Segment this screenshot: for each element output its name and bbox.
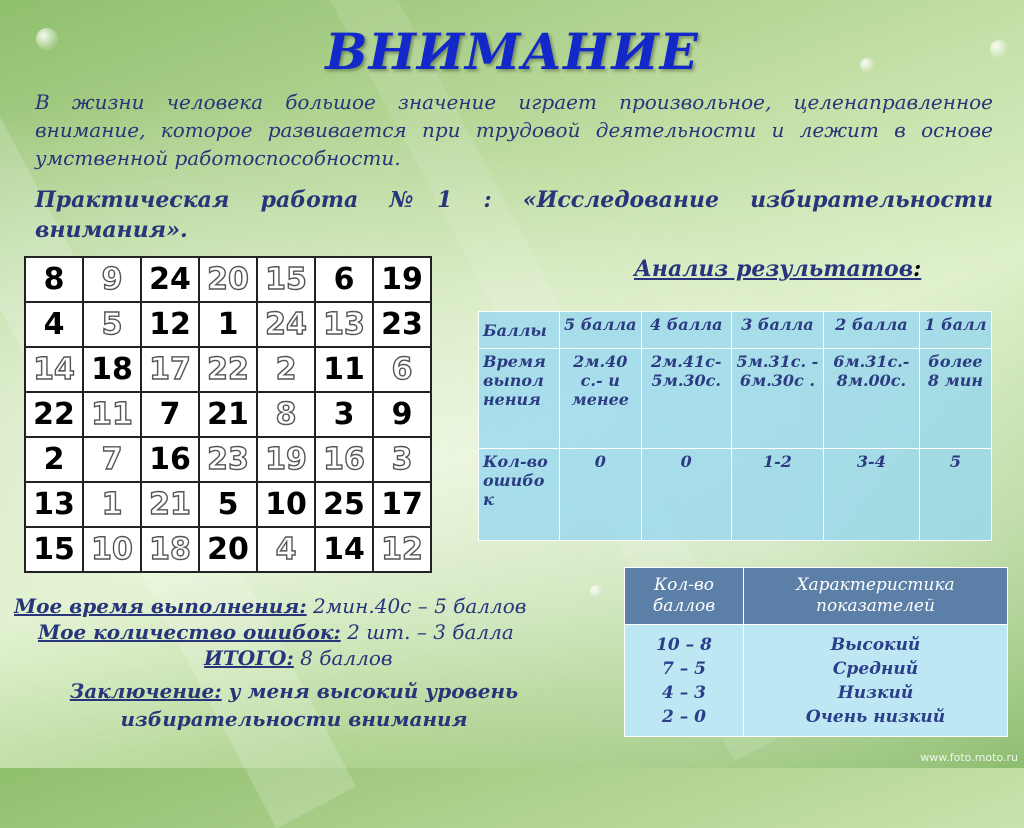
- number-grid-cell: 14: [25, 347, 83, 392]
- number-grid-cell: 3: [373, 437, 431, 482]
- watermark: www.foto.moto.ru: [920, 751, 1018, 764]
- scores-header-cell: 3 балла: [731, 312, 823, 349]
- scores-cell: 5: [919, 449, 991, 541]
- analysis-heading-colon: :: [913, 256, 922, 282]
- result-errors-label: Мое количество ошибок:: [38, 620, 341, 644]
- result-errors: [14, 619, 614, 645]
- result-time: [14, 593, 614, 619]
- conclusion-text: у меня высокий уровень избирательности внимания: [120, 679, 519, 731]
- result-total-value: 8 баллов: [293, 646, 393, 670]
- number-grid-cell: 22: [25, 392, 83, 437]
- number-grid-cell: 10: [257, 482, 315, 527]
- number-grid-cell: 20: [199, 257, 257, 302]
- conclusion-label: Заключение:: [69, 679, 222, 703]
- scores-time-row: [479, 349, 992, 449]
- number-grid-cell: 19: [257, 437, 315, 482]
- level-label: Средний: [832, 658, 919, 679]
- number-grid-cell: 8: [25, 257, 83, 302]
- number-grid-cell: 13: [315, 302, 373, 347]
- number-grid: [24, 256, 432, 573]
- number-grid-cell: 8: [257, 392, 315, 437]
- scores-row-label: Время выпол нения: [479, 349, 560, 449]
- number-grid-cell: 11: [315, 347, 373, 392]
- scores-header-cell: 1 балл: [919, 312, 991, 349]
- number-grid-cell: 4: [257, 527, 315, 572]
- analysis-heading-text: Анализ результатов: [634, 256, 914, 282]
- level-label: Низкий: [837, 682, 914, 703]
- number-grid-cell: 18: [83, 347, 141, 392]
- number-grid-cell: 24: [257, 302, 315, 347]
- number-grid-cell: 7: [141, 392, 199, 437]
- number-grid-row: [25, 527, 431, 572]
- number-grid-cell: 24: [141, 257, 199, 302]
- number-grid-cell: 9: [83, 257, 141, 302]
- number-grid-cell: 2: [25, 437, 83, 482]
- number-grid-cell: 7: [83, 437, 141, 482]
- conclusion: [14, 677, 574, 733]
- number-grid-cell: 12: [373, 527, 431, 572]
- scores-header-cell: 2 балла: [823, 312, 919, 349]
- number-grid-cell: 3: [315, 392, 373, 437]
- score-range: 4 – 3: [662, 682, 706, 703]
- scores-cell: более 8 мин: [919, 349, 991, 449]
- result-total-label: ИТОГО:: [204, 646, 294, 670]
- number-grid-cell: 22: [199, 347, 257, 392]
- number-grid-cell: 13: [25, 482, 83, 527]
- number-grid-cell: 15: [25, 527, 83, 572]
- characteristics-body-row: [625, 625, 1008, 737]
- scores-cell: 0: [560, 449, 642, 541]
- page-title: ВНИМАНИЕ: [325, 22, 699, 81]
- characteristics-header-cell: Кол-во баллов: [625, 568, 744, 625]
- scores-table: [478, 311, 992, 541]
- scores-header-cell: 4 балла: [641, 312, 731, 349]
- number-grid-cell: 1: [199, 302, 257, 347]
- number-grid-cell: 17: [141, 347, 199, 392]
- results-block: [14, 593, 614, 733]
- scores-cell: 1-2: [731, 449, 823, 541]
- number-grid-cell: 23: [373, 302, 431, 347]
- number-grid-row: [25, 392, 431, 437]
- scores-cell: 5м.31с. - 6м.30с .: [731, 349, 823, 449]
- number-grid-cell: 4: [25, 302, 83, 347]
- number-grid-cell: 16: [315, 437, 373, 482]
- scores-cell: 3-4: [823, 449, 919, 541]
- level-label: Высокий: [830, 634, 921, 655]
- intro-paragraph: В жизни человека большое значение играет произвольное, целенаправленное внимание, которое развивается при трудовой деятельности и лежит в основе умственной работоспособности.: [35, 90, 993, 170]
- number-grid-cell: 1: [83, 482, 141, 527]
- result-total: [14, 645, 614, 671]
- number-grid-cell: 18: [141, 527, 199, 572]
- scores-cell: 2м.41с- 5м.30с.: [641, 349, 731, 449]
- result-time-label: Мое время выполнения:: [14, 594, 307, 618]
- number-grid-cell: 5: [199, 482, 257, 527]
- scores-header-cell: Баллы: [479, 312, 560, 349]
- characteristics-ranges-cell: [625, 625, 744, 737]
- characteristics-table: [624, 567, 1008, 737]
- number-grid-cell: 10: [83, 527, 141, 572]
- number-grid-row: [25, 482, 431, 527]
- number-grid-cell: 9: [373, 392, 431, 437]
- number-grid-cell: 14: [315, 527, 373, 572]
- score-range: 10 – 8: [656, 634, 712, 655]
- scores-header-cell: 5 балла: [560, 312, 642, 349]
- number-grid-row: [25, 437, 431, 482]
- number-grid-cell: 5: [83, 302, 141, 347]
- scores-header-row: [479, 312, 992, 349]
- score-range: 7 – 5: [662, 658, 706, 679]
- number-grid-cell: 19: [373, 257, 431, 302]
- number-grid-cell: 23: [199, 437, 257, 482]
- practical-work-heading: Практическая работа №1 : «Исследование избирательности внимания».: [35, 187, 993, 243]
- number-grid-cell: 6: [373, 347, 431, 392]
- scores-cell: 2м.40 с.- и менее: [560, 349, 642, 449]
- number-grid-cell: 21: [199, 392, 257, 437]
- number-grid-cell: 6: [315, 257, 373, 302]
- scores-cell: 6м.31с.- 8м.00с.: [823, 349, 919, 449]
- result-time-value: 2мин.40с – 5 баллов: [306, 594, 527, 618]
- level-label: Очень низкий: [805, 706, 946, 727]
- number-grid-cell: 17: [373, 482, 431, 527]
- number-grid-cell: 25: [315, 482, 373, 527]
- scores-errors-row: [479, 449, 992, 541]
- scores-cell: 0: [641, 449, 731, 541]
- number-grid-cell: 11: [83, 392, 141, 437]
- characteristics-levels-cell: [744, 625, 1008, 737]
- number-grid-row: [25, 347, 431, 392]
- number-grid-cell: 21: [141, 482, 199, 527]
- characteristics-header-cell: Характеристика показателей: [744, 568, 1008, 625]
- result-errors-value: 2 шт. – 3 балла: [340, 620, 514, 644]
- number-grid-cell: 20: [199, 527, 257, 572]
- number-grid-cell: 16: [141, 437, 199, 482]
- number-grid-cell: 12: [141, 302, 199, 347]
- score-range: 2 – 0: [662, 706, 706, 727]
- analysis-heading: [634, 256, 921, 282]
- number-grid-row: [25, 302, 431, 347]
- scores-row-label: Кол-во ошибо к: [479, 449, 560, 541]
- number-grid-row: [25, 257, 431, 302]
- characteristics-header-row: [625, 568, 1008, 625]
- number-grid-cell: 2: [257, 347, 315, 392]
- number-grid-cell: 15: [257, 257, 315, 302]
